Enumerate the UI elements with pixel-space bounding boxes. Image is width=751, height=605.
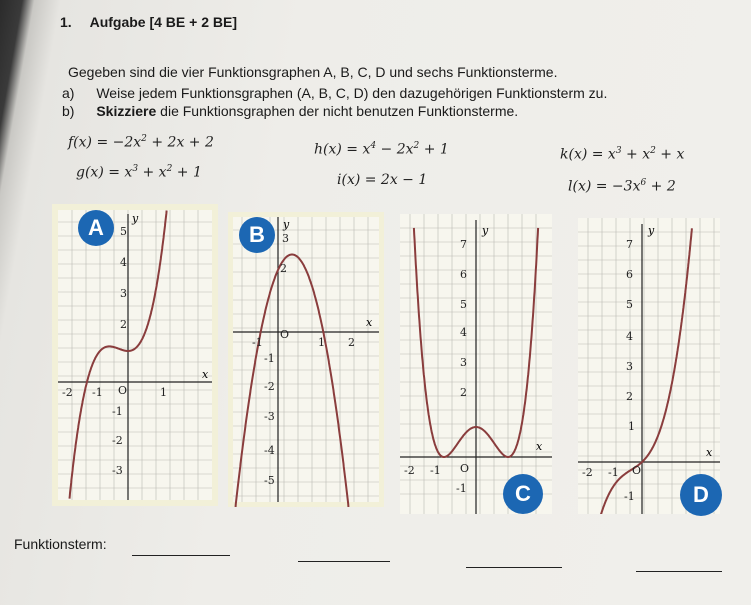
graph-b-tick-y: -4 bbox=[264, 444, 275, 457]
graph-a-tick-y: 3 bbox=[120, 287, 127, 300]
graph-c-tick-x: O bbox=[460, 462, 470, 475]
graph-d-tick-x: O bbox=[632, 464, 642, 477]
graph-b-tick-x: -1 bbox=[252, 336, 263, 349]
task-intro: Gegeben sind die vier Funktionsgraphen A, B, C, D und sechs Funktionsterme. bbox=[68, 64, 558, 80]
graph-b-tick-y: -5 bbox=[264, 474, 275, 487]
graph-d bbox=[578, 218, 720, 514]
graph-d-tick-y: 1 bbox=[628, 420, 635, 433]
graph-d-tick-y: 6 bbox=[626, 268, 633, 281]
graph-d-tick-y: 3 bbox=[626, 360, 633, 373]
term-l: $l(x) = -3x^6 + 2$ bbox=[568, 178, 676, 195]
graph-b-tick-y: 3 bbox=[282, 232, 289, 245]
graph-a-tick-x: O bbox=[118, 384, 128, 397]
graph-c-tick-y: 5 bbox=[460, 298, 467, 311]
graph-c-tick-y: 3 bbox=[460, 356, 467, 369]
graph-d-tick-y: 5 bbox=[626, 298, 633, 311]
part-a-text: Weise jedem Funktionsgraphen (A, B, C, D) den dazugehörigen Funktionsterm zu. bbox=[96, 85, 608, 101]
part-b-label: b) bbox=[62, 103, 75, 119]
graph-c-tick-y: -1 bbox=[456, 482, 467, 495]
graph-b-tick-y: -3 bbox=[264, 410, 275, 423]
task-header bbox=[60, 14, 237, 30]
graph-c-y-label: y bbox=[482, 224, 489, 237]
part-b-verb: Skizziere bbox=[96, 103, 157, 119]
graph-d-badge: D bbox=[680, 474, 722, 516]
graph-b-x-label: x bbox=[366, 316, 373, 329]
answer-line-d[interactable] bbox=[636, 571, 722, 572]
graph-d-tick-y: 2 bbox=[626, 390, 633, 403]
graph-a bbox=[52, 204, 218, 506]
graph-c-tick-y: 6 bbox=[460, 268, 467, 281]
graph-b-tick-x: O bbox=[280, 328, 290, 341]
term-g: $g(x) = x^3 + x^2 + 1$ bbox=[76, 164, 202, 181]
graph-d-tick-x: -1 bbox=[608, 466, 619, 479]
graph-b-tick-x: 2 bbox=[348, 336, 355, 349]
answer-line-b[interactable] bbox=[298, 561, 390, 562]
graph-b-tick-y: -1 bbox=[264, 352, 275, 365]
part-a-label: a) bbox=[62, 85, 75, 101]
term-f: $f(x) = -2x^2 + 2x + 2$ bbox=[68, 134, 214, 151]
corner-scribble bbox=[601, 0, 751, 14]
graph-d-x-label: x bbox=[706, 446, 713, 459]
answer-line-c[interactable] bbox=[466, 567, 562, 568]
graph-d-tick-y: 4 bbox=[626, 330, 633, 343]
graph-d-y-label: y bbox=[648, 224, 655, 237]
term-h: $h(x) = x^4 - 2x^2 + 1$ bbox=[314, 141, 449, 158]
graph-b-tick-y: 2 bbox=[280, 262, 287, 275]
task-number: 1. bbox=[60, 14, 72, 30]
graph-d-tick-y: -1 bbox=[624, 490, 635, 503]
graph-a-tick-x: 1 bbox=[160, 386, 167, 399]
graph-c-tick-x: -2 bbox=[404, 464, 415, 477]
graph-a-tick-y: 2 bbox=[120, 318, 127, 331]
part-b bbox=[62, 103, 518, 119]
graph-b-y-label: y bbox=[283, 218, 290, 231]
part-a bbox=[62, 85, 607, 101]
graph-a-badge: A bbox=[78, 210, 114, 246]
graph-d-paper bbox=[578, 218, 720, 514]
graph-b-tick-y: -2 bbox=[264, 380, 275, 393]
graph-a-y-label: y bbox=[132, 212, 139, 225]
graph-a-tick-y: -3 bbox=[112, 464, 123, 477]
term-i: i(x) = 2x − 1 bbox=[337, 172, 428, 188]
graph-a-tick-y: -1 bbox=[112, 405, 123, 418]
answer-line-a[interactable] bbox=[132, 555, 230, 556]
graph-a-paper bbox=[58, 210, 212, 500]
graph-c-tick-y: 2 bbox=[460, 386, 467, 399]
answer-label: Funktionsterm: bbox=[14, 536, 107, 552]
graph-a-tick-x: -2 bbox=[62, 386, 73, 399]
graph-b bbox=[228, 212, 384, 507]
graph-d-tick-y: 7 bbox=[626, 238, 633, 251]
part-b-text: die Funktionsgraphen der nicht benutzen Funktionsterme. bbox=[156, 103, 519, 119]
graph-a-tick-y: -2 bbox=[112, 434, 123, 447]
graph-c bbox=[400, 214, 552, 514]
graph-a-tick-y: 4 bbox=[120, 256, 127, 269]
graph-a-x-label: x bbox=[202, 368, 209, 381]
graph-b-tick-x: 1 bbox=[318, 336, 325, 349]
graph-d-tick-x: -2 bbox=[582, 466, 593, 479]
graph-a-tick-y: 5 bbox=[120, 225, 127, 238]
graph-a-tick-x: -1 bbox=[92, 386, 103, 399]
graph-b-badge: B bbox=[239, 217, 275, 253]
graph-c-tick-x: -1 bbox=[430, 464, 441, 477]
graph-c-x-label: x bbox=[536, 440, 543, 453]
task-points: [4 BE + 2 BE] bbox=[149, 14, 237, 30]
graph-c-tick-y: 4 bbox=[460, 326, 467, 339]
graph-c-badge: C bbox=[503, 474, 543, 514]
graph-c-tick-y: 7 bbox=[460, 238, 467, 251]
term-k: $k(x) = x^3 + x^2 + x$ bbox=[560, 146, 685, 163]
task-title: Aufgabe bbox=[89, 14, 146, 30]
